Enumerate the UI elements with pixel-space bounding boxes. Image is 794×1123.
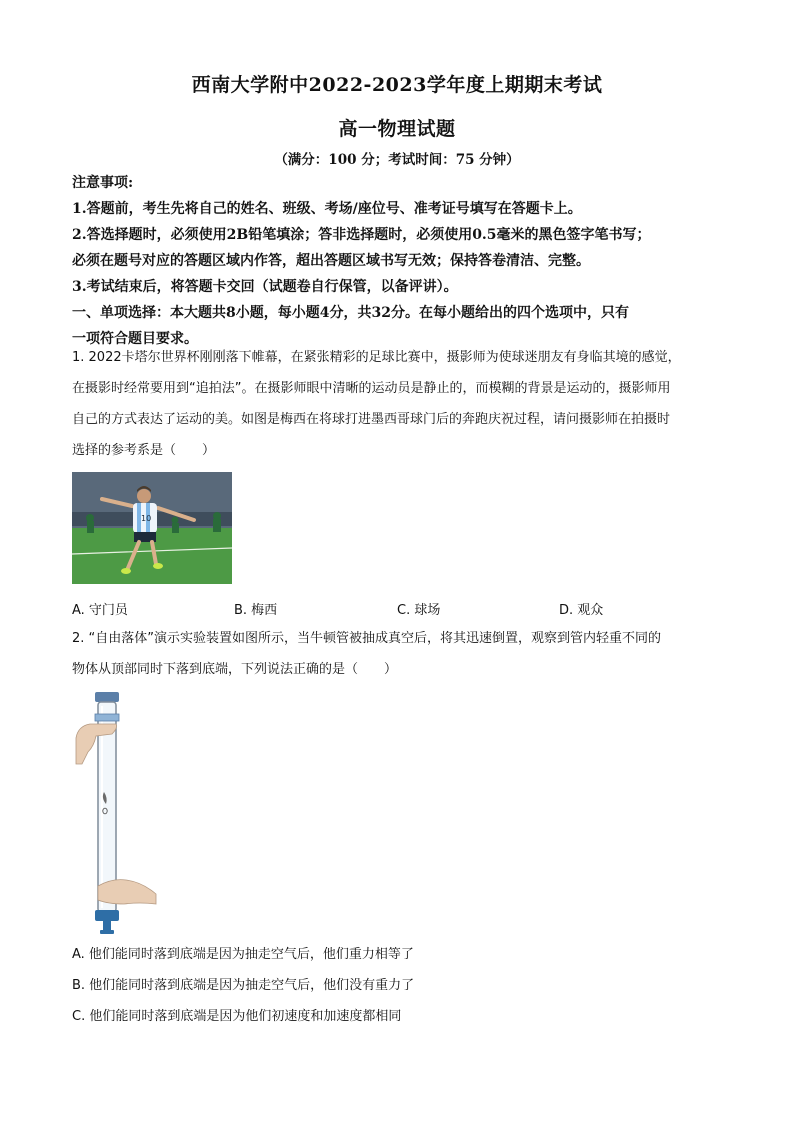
subject-title: 高一物理试题 [338, 118, 456, 140]
q1-option-c: C. 球场 [397, 603, 441, 618]
notice-block [72, 170, 732, 352]
notice-item: 2.答选择题时，必须使用2B铅笔填涂；答非选择题时，必须使用0.5毫米的黑色签字笔书写； [72, 227, 651, 243]
question-1-line: 选择的参考系是（ ） [72, 443, 216, 458]
q1-option-a: A. 守门员 [72, 603, 128, 618]
question-1-line: 自己的方式表达了运动的美。如图是梅西在将球打进墨西哥球门后的奔跑庆祝过程，请问摄影师在拍摄时 [72, 412, 671, 427]
q2-option-c: C. 他们能同时落到底端是因为他们初速度和加速度都相同 [72, 1009, 402, 1024]
q1-option-b: B. 梅西 [234, 603, 278, 618]
question-2-line: 物体从顶部同时下落到底端，下列说法正确的是（ ） [72, 662, 398, 677]
question-1 [72, 342, 732, 466]
exam-info: （满分：100 分；考试时间：75 分钟） [274, 152, 520, 168]
section-heading: 一、单项选择：本大题共8小题，每小题4分，共32分。在每小题给出的四个选项中，只有 [72, 305, 629, 321]
exam-title: 西南大学附中2022-2023学年度上期期末考试 [191, 74, 603, 96]
question-2-line: 2. “自由落体”演示实验装置如图所示，当牛顿管被抽成真空后，将其迅速倒置，观察到管内轻重不同的 [72, 631, 662, 646]
notice-item: 1.答题前，考生先将自己的姓名、班级、考场/座位号、准考证号填写在答题卡上。 [72, 201, 582, 217]
newton-tube-illustration [72, 690, 162, 938]
question-1-line: 1. 2022卡塔尔世界杯刚刚落下帷幕，在紧张精彩的足球比赛中，摄影师为使球迷朋友有身临其境的感觉， [72, 350, 681, 365]
svg-text:10: 10 [141, 514, 152, 523]
player-illustration [72, 472, 232, 584]
q2-option-a: A. 他们能同时落到底端是因为抽走空气后，他们重力相等了 [72, 947, 414, 962]
notice-heading: 注意事项: [72, 175, 134, 191]
section-heading-cont: 一项符合题目要求。 [72, 331, 198, 347]
soccer-celebration-photo [72, 472, 232, 584]
q2-option-b: B. 他们能同时落到底端是因为抽走空气后，他们没有重力了 [72, 978, 415, 993]
question-1-line: 在摄影时经常要用到“追拍法”。在摄影师眼中清晰的运动员是静止的，而模糊的背景是运动的，摄影师用 [72, 381, 671, 396]
question-2 [72, 623, 732, 685]
notice-item: 3.考试结束后，将答题卡交回（试题卷自行保管，以备评讲）。 [72, 279, 458, 295]
newton-tube-figure [72, 690, 162, 938]
notice-item: 必须在题号对应的答题区域内作答，超出答题区域书写无效；保持答卷清洁、完整。 [72, 253, 590, 269]
q1-option-d: D. 观众 [559, 603, 604, 618]
